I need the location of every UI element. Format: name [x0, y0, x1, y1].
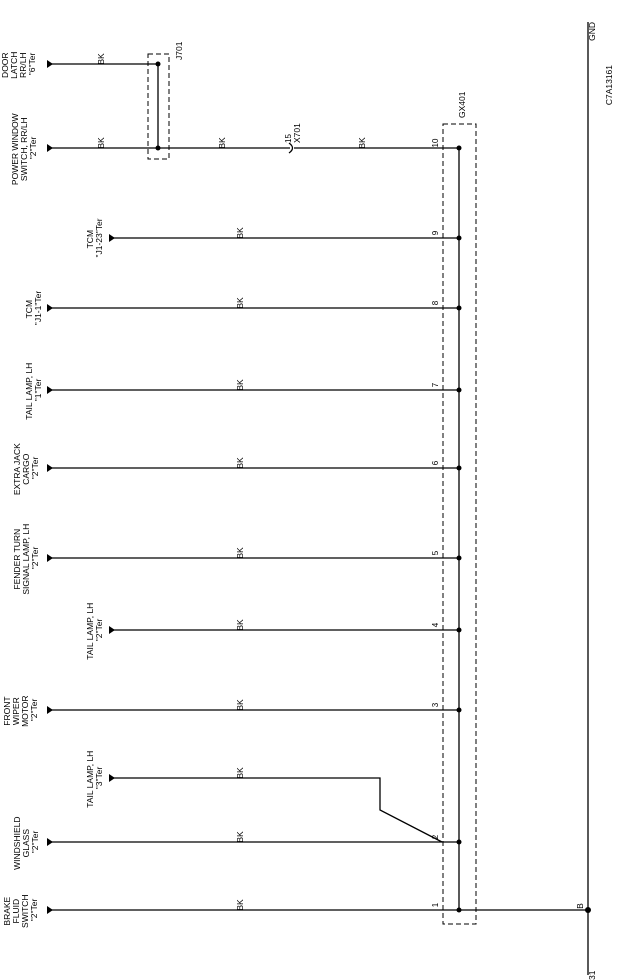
wire-color-label: BK: [235, 547, 245, 559]
circuit-windshield-glass: [12, 814, 462, 870]
wire-color-label: BK: [235, 457, 245, 469]
component-label: DOOR LATCH RR/LH "6"Ter: [0, 51, 37, 79]
circuit-fender-turn-signal: [12, 521, 462, 594]
component-label: TCM "J1-23"Ter: [85, 218, 104, 258]
pin-number: 3: [431, 702, 440, 708]
pin-number: 9: [431, 230, 440, 236]
pin-number: 6: [431, 460, 440, 466]
pin-number: 4: [431, 622, 440, 628]
splice-dot: [457, 908, 462, 913]
circuit-tail-lamp-1: [24, 360, 462, 419]
pin-number: 8: [431, 300, 440, 306]
component-label: TCM "J1-1"Ter: [24, 290, 43, 326]
splice-dot: [457, 708, 462, 713]
component-label: TAIL LAMP, LH "2"Ter: [85, 602, 104, 660]
pin-number: 1: [431, 902, 440, 908]
wire-color-label: BK: [357, 137, 367, 149]
wire-color-label: BK: [235, 619, 245, 631]
wire-color-label: BK: [96, 53, 106, 65]
circuit-door-latch: [0, 49, 158, 79]
wire-color-label: BK: [217, 137, 227, 149]
pin-number: 2: [431, 834, 440, 840]
circuit-tail-lamp-2: [85, 600, 462, 659]
component-label: TAIL LAMP, LH "3"Ter: [85, 750, 104, 808]
splice-dot: [457, 236, 462, 241]
ground-node-dot: [585, 907, 591, 913]
ground-node-label: B: [575, 903, 585, 909]
x701-label: X701: [292, 123, 302, 143]
figure-code: C7A13161: [604, 65, 614, 106]
circuit-tcm-j1-23: [85, 218, 462, 257]
component-label: BRAKE FLUID SWITCH "2"Ter: [2, 894, 39, 928]
gx401-label: GX401: [457, 91, 467, 118]
wire-color-label: BK: [235, 831, 245, 843]
circuit-front-wiper-motor: [2, 693, 462, 727]
wire-color-label: BK: [235, 379, 245, 391]
circuit-power-window-switch: [10, 111, 462, 185]
pin-number: 10: [431, 138, 440, 148]
wire-color-label: BK: [235, 899, 245, 911]
component-label: TAIL LAMP, LH "1"Ter: [24, 362, 43, 420]
circuit-tcm-j1-1: [24, 291, 462, 326]
splice-dot: [457, 628, 462, 633]
pin-number: 7: [431, 382, 440, 388]
component-label: WINDSHIELD GLASS "2"Ter: [12, 816, 40, 870]
circuit-tail-lamp-3: [85, 748, 442, 842]
wire-color-label: BK: [235, 227, 245, 239]
component-label: EXTRA JACK CARGO "2"Ter: [12, 443, 40, 496]
wire-color-label: BK: [96, 137, 106, 149]
wire-color-label: BK: [235, 297, 245, 309]
wire-color-label: BK: [235, 699, 245, 711]
component-label: FRONT WIPER MOTOR "2"Ter: [2, 695, 39, 727]
j701-label: J701: [174, 41, 184, 60]
splice-dot: [457, 840, 462, 845]
splice-dot: [457, 306, 462, 311]
circuit-extra-jack-cargo: [12, 441, 462, 495]
circuit-brake-fluid-switch: [2, 892, 462, 928]
ground-label: GND: [587, 22, 597, 41]
pin-number: 5: [431, 550, 440, 556]
component-label: FENDER TURN SIGNAL LAMP, LH "2"Ter: [12, 523, 40, 595]
splice-dot: [457, 466, 462, 471]
splice-dot: [457, 556, 462, 561]
splice-dot: [457, 146, 462, 151]
splice-dot: [457, 388, 462, 393]
wire-color-label: BK: [235, 767, 245, 779]
x701-pin-label: 15: [284, 134, 293, 143]
bottom-ref-label: 31: [587, 970, 597, 980]
component-label: POWER WINDOW SWITCH, RR/LH "2"Ter: [10, 113, 38, 186]
